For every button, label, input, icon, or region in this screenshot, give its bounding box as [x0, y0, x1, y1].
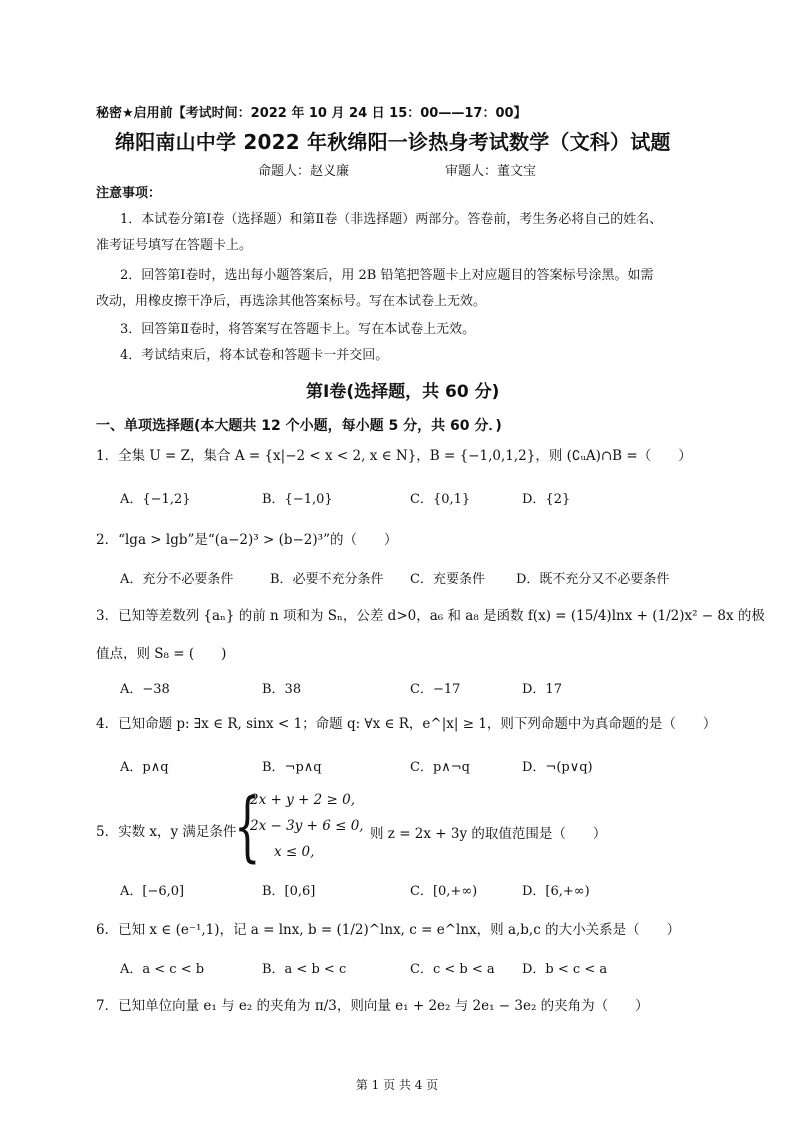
- question-2-options: [120, 568, 720, 590]
- option-a: A．p∧q: [120, 760, 169, 775]
- constraint-2: 2x − 3y + 6 ≤ 0,: [250, 818, 364, 834]
- option-d: D．{2}: [522, 492, 571, 507]
- option-c: C．−17: [410, 682, 461, 697]
- option-a: A．{−1,2}: [120, 492, 191, 507]
- option-d: D．b < c < a: [522, 962, 608, 977]
- question-4-options: [120, 756, 720, 778]
- question-6: 6．已知 x ∈ (e⁻¹,1)，记 a = lnx, b = (1/2)^lnx, c = e^lnx，则 a,b,c 的大小关系是（ ）: [96, 922, 681, 938]
- option-a: A．a < c < b: [120, 962, 205, 977]
- question-7: 7．已知单位向量 e₁ 与 e₂ 的夹角为 π/3，则向量 e₁ + 2e₂ 与 2e₁ − 3e₂ 的夹角为（ ）: [96, 998, 649, 1014]
- option-d: D．[6,+∞): [522, 884, 590, 899]
- option-b: B．a < b < c: [262, 962, 347, 977]
- question-1-options: [120, 488, 720, 510]
- notice-item-2-cont: 改动，用橡皮擦干净后，再选涂其他答案标号。写在本试卷上无效。: [96, 294, 487, 309]
- question-4: 4．已知命题 p: ∃x ∈ R, sinx < 1；命题 q: ∀x ∈ R，e^|x| ≥ 1，则下列命题中为真命题的是（ ）: [96, 716, 717, 732]
- option-b: B．[0,6]: [262, 884, 316, 899]
- option-c: C．p∧¬q: [410, 760, 470, 775]
- notice-heading: 注意事项：: [96, 186, 162, 201]
- option-c: C．c < b < a: [410, 962, 495, 977]
- question-5-options: [120, 880, 720, 902]
- option-c: C．充要条件: [410, 572, 485, 587]
- question-3-cont: 值点，则 S₈ = ( ): [96, 646, 227, 662]
- notice-item-3: 3．回答第Ⅱ卷时，将答案写在答题卡上。写在本试卷上无效。: [120, 322, 476, 337]
- volume-title: 第Ⅰ卷(选择题，共 60 分): [306, 382, 500, 402]
- question-5-tail: 则 z = 2x + 3y 的取值范围是（ ）: [370, 826, 607, 842]
- reviewer-name: 审题人：董文宝: [445, 164, 537, 179]
- notice-item-1: 1．本试卷分第Ⅰ卷（选择题）和第Ⅱ卷（非选择题）两部分。答卷前，考生务必将自己的姓名、: [120, 212, 663, 227]
- constraint-1: 2x + y + 2 ≥ 0,: [250, 792, 355, 808]
- option-b: B．必要不充分条件: [270, 572, 384, 587]
- question-3-options: [120, 678, 720, 700]
- option-c: C．[0,+∞): [410, 884, 478, 899]
- option-c: C．{0,1}: [410, 492, 471, 507]
- notice-item-2: 2．回答第Ⅰ卷时，选出每小题答案后，用 2B 铅笔把答题卡上对应题目的答案标号涂黑。如需: [120, 268, 654, 283]
- question-5: 5．实数 x，y 满足条件: [96, 824, 237, 840]
- author-name: 命题人：赵义廉: [258, 164, 350, 179]
- option-b: B．38: [262, 682, 302, 697]
- exam-title: 绵阳南山中学 2022 年秋绵阳一诊热身考试数学（文科）试题: [115, 130, 671, 154]
- option-a: A．−38: [120, 682, 170, 697]
- left-brace: {: [234, 781, 261, 870]
- question-2: 2．“lga > lgb”是“(a−2)³ > (b−2)³”的（ ）: [96, 532, 398, 548]
- question-1: 1．全集 U = Z，集合 A = {x|−2 < x < 2, x ∈ N}，B = {−1,0,1,2}，则 (∁ᵤA)∩B =（ ）: [96, 448, 692, 464]
- option-a: A．[−6,0]: [120, 884, 185, 899]
- option-d: D．17: [522, 682, 562, 697]
- constraint-3: x ≤ 0,: [274, 844, 315, 860]
- option-a: A．充分不必要条件: [120, 572, 234, 587]
- exam-authors: [258, 162, 724, 182]
- section-title: 一、单项选择题(本大题共 12 个小题，每小题 5 分，共 60 分．): [96, 418, 502, 434]
- option-b: B．{−1,0}: [262, 492, 333, 507]
- page-footer: 第 1 页 共 4 页: [355, 1078, 439, 1092]
- question-6-options: [120, 958, 720, 980]
- option-d: D．¬(p∨q): [522, 760, 593, 775]
- notice-item-1-cont: 准考证号填写在答题卡上。: [96, 238, 253, 253]
- exam-secret-time: 秘密★启用前【考试时间：2022 年 10 月 24 日 15：00——17：00】: [96, 106, 527, 121]
- question-3: 3．已知等差数列 {aₙ} 的前 n 项和为 Sₙ，公差 d>0，a₆ 和 a₈ 是函数 f(x) = (15/4)lnx + (1/2)x² − 8x 的极: [96, 608, 765, 624]
- notice-item-4: 4．考试结束后，将本试卷和答题卡一并交回。: [120, 348, 389, 363]
- option-d: D．既不充分又不必要条件: [516, 572, 670, 587]
- option-b: B．¬p∧q: [262, 760, 322, 775]
